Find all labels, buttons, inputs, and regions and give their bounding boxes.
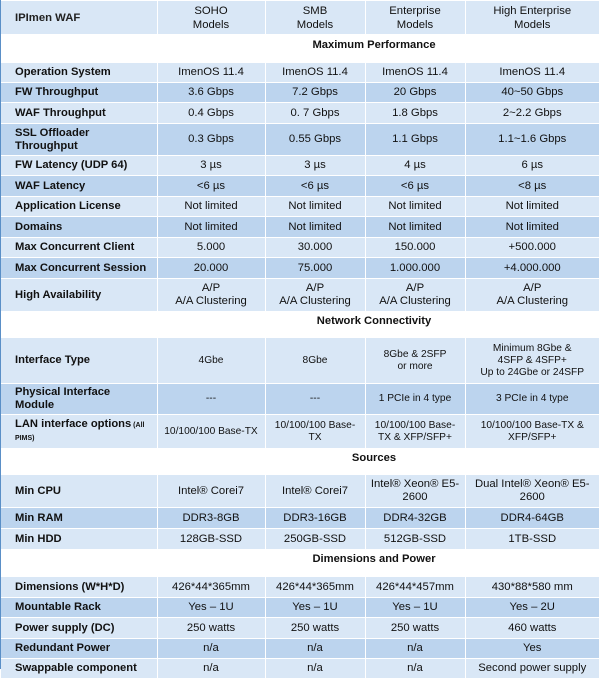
section-title-network-connectivity: Network Connectivity [1,312,599,332]
spec-value: --- [157,384,265,415]
row-label [1,618,157,639]
row-label-text: High Availability [15,288,102,301]
spec-value: 3 µs [265,156,365,176]
spec-row [1,258,599,279]
spec-value: 20.000 [157,258,265,279]
row-label-text: Power supply (DC) [15,621,115,634]
column-header-high-enterprise: High Enterprise Models [465,1,599,35]
spec-row [1,176,599,197]
spec-value: 1 PCIe in 4 type [365,384,465,415]
row-label [1,508,157,529]
row-label-text: Max Concurrent Client [15,241,135,253]
row-label-text: Physical Interface Module [15,386,111,411]
spec-row [1,197,599,217]
spec-value: 0.3 Gbps [157,124,265,156]
row-label-text: Swappable component [15,662,137,674]
row-label-text: FW Latency (UDP 64) [15,159,128,171]
spec-row [1,475,599,508]
spec-value: n/a [365,659,465,679]
spec-value: n/a [265,639,365,659]
spec-value: 3.6 Gbps [157,83,265,103]
spec-value: Not limited [265,197,365,217]
spec-row [1,103,599,124]
section-row-network-connectivity [1,312,599,332]
spacer-row [1,570,599,577]
row-label [1,384,157,415]
product-title: IPImen WAF [1,1,157,35]
row-label [1,258,157,279]
spec-value: 426*44*365mm [157,577,265,598]
spec-value: 0.4 Gbps [157,103,265,124]
section-title-maximum-performance: Maximum Performance [1,35,599,56]
spec-row [1,415,599,449]
spec-row [1,529,599,550]
spec-value: 2~2.2 Gbps [465,103,599,124]
spec-value: <6 µs [157,176,265,197]
row-label [1,217,157,238]
spec-value: 0.55 Gbps [265,124,365,156]
spec-value: 150.000 [365,238,465,258]
spec-value: 426*44*457mm [365,577,465,598]
spec-value: 4Gbe [157,338,265,384]
row-label-text: WAF Throughput [15,106,106,119]
spec-value: Minimum 8Gbe & 4SFP & 4SFP+ Up to 24Gbe or 24SFP [465,338,599,384]
spec-value: Yes – 1U [265,598,365,618]
row-label-text: Domains [15,220,63,233]
spec-value: 4 µs [365,156,465,176]
spec-row [1,508,599,529]
row-label-text: SSL Offloader Throughput [15,126,90,152]
section-row-sources [1,449,599,469]
spec-value: 512GB-SSD [365,529,465,550]
spec-value: n/a [365,639,465,659]
spec-value: Not limited [265,217,365,238]
spec-row [1,338,599,384]
spec-value: +500.000 [465,238,599,258]
spec-value: 10/100/100 Base- TX [265,415,365,449]
spec-value: Not limited [465,197,599,217]
spec-value: 6 µs [465,156,599,176]
row-label [1,63,157,83]
spec-value: DDR4-64GB [465,508,599,529]
row-label [1,176,157,197]
spec-row [1,217,599,238]
spec-value: Not limited [465,217,599,238]
spec-value: Yes – 1U [365,598,465,618]
spec-value: A/P A/A Clustering [157,279,265,312]
spec-row [1,577,599,598]
spec-value: 40~50 Gbps [465,83,599,103]
spec-row [1,384,599,415]
spec-value: DDR3-16GB [265,508,365,529]
spec-value: <8 µs [465,176,599,197]
spec-value: 128GB-SSD [157,529,265,550]
row-label-text: Operation System [15,66,111,78]
row-label-note-cont: PIMS) [15,435,35,442]
spec-value: 1.000.000 [365,258,465,279]
spec-value: 250GB-SSD [265,529,365,550]
spec-row [1,639,599,659]
spec-value: 30.000 [265,238,365,258]
spec-value: ImenOS 11.4 [265,63,365,83]
spacer-cell [1,570,599,577]
spec-value: 1.8 Gbps [365,103,465,124]
spec-value: 3 PCIe in 4 type [465,384,599,415]
row-label [1,156,157,176]
spec-value: ImenOS 11.4 [365,63,465,83]
spec-table [1,0,599,679]
row-label [1,238,157,258]
row-label [1,83,157,103]
row-label [1,279,157,312]
row-label [1,639,157,659]
spec-value: DDR4-32GB [365,508,465,529]
row-label [1,103,157,124]
spec-value: Yes – 2U [465,598,599,618]
spec-value: 250 watts [265,618,365,639]
spec-value: Dual Intel® Xeon® E5- 2600 [465,475,599,508]
spec-value: 10/100/100 Base-TX [157,415,265,449]
spec-value: Second power supply [465,659,599,679]
spec-value: <6 µs [265,176,365,197]
spec-row [1,598,599,618]
row-label [1,475,157,508]
spec-value: Not limited [157,217,265,238]
spec-value: 1.1 Gbps [365,124,465,156]
spec-value: 5.000 [157,238,265,258]
spec-row [1,279,599,312]
row-label-text: Min RAM [15,511,63,524]
spec-value: 7.2 Gbps [265,83,365,103]
spec-value: A/P A/A Clustering [265,279,365,312]
row-label [1,338,157,384]
column-header-enterprise: Enterprise Models [365,1,465,35]
spec-value: Intel® Corei7 [265,475,365,508]
spec-value: A/P A/A Clustering [365,279,465,312]
row-label-text: Min CPU [15,484,61,497]
row-label-text: Application License [15,200,121,212]
spec-row [1,63,599,83]
spec-row [1,156,599,176]
spec-value: 430*88*580 mm [465,577,599,598]
spec-value: n/a [157,659,265,679]
row-label-text: Interface Type [15,354,91,366]
spec-value: DDR3-8GB [157,508,265,529]
column-header-soho: SOHO Models [157,1,265,35]
row-label-text: Mountable Rack [15,601,101,613]
spec-value: 10/100/100 Base-TX & XFP/SFP+ [465,415,599,449]
spec-value: 10/100/100 Base- TX & XFP/SFP+ [365,415,465,449]
spec-value: 3 µs [157,156,265,176]
spec-value: n/a [265,659,365,679]
section-title-dimensions-and-power: Dimensions and Power [1,550,599,570]
section-title-sources: Sources [1,449,599,469]
spec-value: 8Gbe & 2SFP or more [365,338,465,384]
column-header-smb: SMB Models [265,1,365,35]
spec-value: +4.000.000 [465,258,599,279]
row-label [1,529,157,550]
spec-value: Yes – 1U [157,598,265,618]
spec-value: 1.1~1.6 Gbps [465,124,599,156]
row-label-text: FW Throughput [15,86,99,98]
spec-value: --- [265,384,365,415]
spec-value: 0. 7 Gbps [265,103,365,124]
spec-value: 75.000 [265,258,365,279]
spec-value: <6 µs [365,176,465,197]
spacer-row [1,56,599,63]
header-row [1,1,599,35]
spec-value: Yes [465,639,599,659]
spec-row [1,618,599,639]
row-label [1,415,157,449]
spec-value: 20 Gbps [365,83,465,103]
row-label-note: (All [131,422,145,429]
spec-row [1,238,599,258]
spec-value: 8Gbe [265,338,365,384]
row-label-text: Dimensions (W*H*D) [15,580,125,593]
row-label-text: LAN interface options (All PIMS) [15,418,155,445]
row-label-text: Min HDD [15,532,62,545]
row-label-text: Redundant Power [15,642,111,654]
spec-value: 1TB-SSD [465,529,599,550]
spec-value: Not limited [365,217,465,238]
row-label [1,577,157,598]
row-label [1,124,157,156]
spec-value: n/a [157,639,265,659]
spec-value: Not limited [365,197,465,217]
spacer-cell [1,56,599,63]
spec-row [1,83,599,103]
spec-value: ImenOS 11.4 [465,63,599,83]
spec-value: Intel® Corei7 [157,475,265,508]
spec-value: 250 watts [157,618,265,639]
spec-value: ImenOS 11.4 [157,63,265,83]
spec-value: Not limited [157,197,265,217]
spec-row [1,124,599,156]
spec-value: A/P A/A Clustering [465,279,599,312]
spec-value: 250 watts [365,618,465,639]
spec-value: 460 watts [465,618,599,639]
section-row-dimensions-and-power [1,550,599,570]
spec-value: Intel® Xeon® E5- 2600 [365,475,465,508]
row-label [1,197,157,217]
section-row-maximum-performance [1,35,599,56]
row-label-text: WAF Latency [15,179,86,192]
row-label-text: Max Concurrent Session [15,261,147,274]
row-label [1,598,157,618]
spec-value: 426*44*365mm [265,577,365,598]
